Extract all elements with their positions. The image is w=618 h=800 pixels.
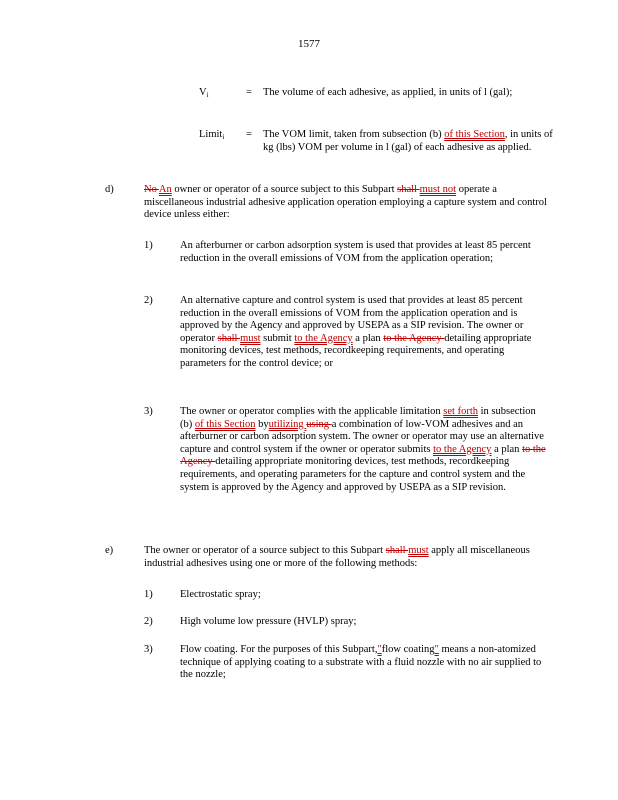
section-text: No An owner or operator of a source subject to this Subpart shall must not operate a miscellaneous industrial adhesive application operation employing a capture system and control device unless either: bbox=[144, 184, 547, 221]
section-d bbox=[0, 184, 618, 544]
definition-limit bbox=[0, 129, 618, 169]
page-number: 1577 bbox=[298, 38, 320, 50]
definition-text: The volume of each adhesive, as applied, in units of l (gal); bbox=[263, 87, 513, 98]
item-label: 2) bbox=[144, 616, 153, 627]
item-text: Flow coating. For the purposes of this Subpart,"flow coating" means a non-atomized technique of applying coating to a substrate with a fluid nozzle with no air supplied to the nozzle; bbox=[180, 644, 542, 681]
definition-text: The VOM limit, taken from subsection (b) of this Section, in units of kg (lbs) VOM per volume in l (gal) of each adhesive as applied. bbox=[263, 129, 553, 153]
item-label: 3) bbox=[144, 644, 153, 655]
item-label: 1) bbox=[144, 589, 153, 600]
item-text: The owner or operator complies with the applicable limitation set forth in subsection (b) of this Section byutilizing using a combination of low-VOM adhesives and an afterburner or carbon adsorption system. The owner or operator may use an alternative capture and control system if the owner or operator submits to the Agency a plan to the Agency detailing appropriate monitoring devices, test methods, recordkeeping requirements, and operating parameters for the capture and control system and the system is approved by the Agency and approved by USEPA as a SIP revision. bbox=[180, 406, 546, 493]
item-label: 3) bbox=[144, 406, 153, 417]
item-label: 1) bbox=[144, 240, 153, 251]
item-text: Electrostatic spray; bbox=[180, 589, 261, 600]
equals-sign: = bbox=[246, 129, 252, 140]
item-label: 2) bbox=[144, 295, 153, 306]
item-text: An alternative capture and control system is used that provides at least 85 percent reduction in the overall emissions of VOM from the application operation and is approved by the Agency and approved by USEPA as a SIP revision. The owner or operator shall must submit to the Agency a plan to the Agency detailing appropriate monitoring devices, test methods, recordkeeping requirements, and operating parameters for the control device; or bbox=[180, 295, 532, 369]
definition-volume bbox=[0, 87, 618, 115]
definition-symbol: Limit$_i$ bbox=[199, 129, 225, 141]
item-text: An afterburner or carbon adsorption system is used that provides at least 85 percent reduction in the overall emissions of VOM from the application operation; bbox=[180, 240, 531, 264]
equals-sign: = bbox=[246, 87, 252, 98]
section-e bbox=[0, 545, 618, 695]
section-label: e) bbox=[105, 545, 114, 556]
item-text: High volume low pressure (HVLP) spray; bbox=[180, 616, 357, 627]
section-text: The owner or operator of a source subject to this Subpart shall must apply all miscellaneous industrial adhesives using one or more of the following methods: bbox=[144, 545, 530, 569]
section-label: d) bbox=[105, 184, 114, 195]
definition-symbol: $V_i$ bbox=[199, 87, 209, 99]
